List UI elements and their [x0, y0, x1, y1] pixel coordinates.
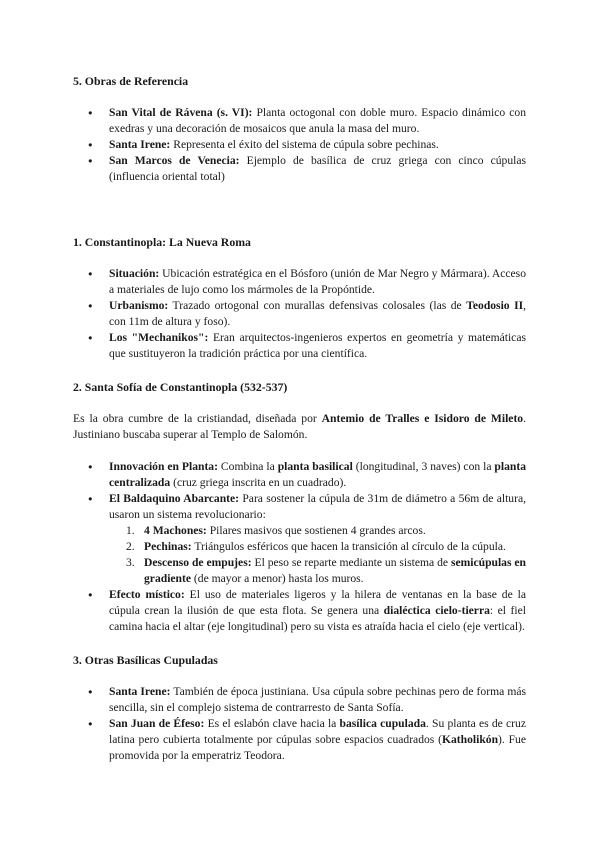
- item-text: (de mayor a menor) hasta los muros.: [191, 572, 364, 585]
- item-text: Representa el éxito del sistema de cúpula sobre pechinas.: [170, 138, 439, 151]
- item-number: 3.: [126, 556, 135, 569]
- item-text: (cruz griega inscrita en un cuadrado).: [170, 476, 347, 489]
- list-item: [73, 105, 526, 137]
- item-number: 1.: [126, 524, 135, 537]
- item-text: ). Fue promovida por la emperatriz Teodora.: [109, 733, 526, 762]
- item-term: San Juan de Éfeso:: [109, 717, 205, 730]
- item-bold: Katholikón: [441, 733, 499, 746]
- list-item: [73, 587, 526, 635]
- item-text: Combina la: [217, 460, 278, 473]
- item-text: Para sostener la cúpula de 31m de diámetro a 56m de altura, usaron un sistema revolucionario:: [109, 492, 527, 521]
- item-term: Santa Irene:: [109, 685, 171, 698]
- item-text: Triángulos esféricos que hacen la transición al círculo de la cúpula.: [191, 540, 506, 553]
- item-bold: Teodosio II: [466, 299, 524, 312]
- item-term: El Baldaquino Abarcante:: [109, 492, 240, 505]
- otras-basilicas-list: [73, 684, 526, 764]
- item-text: Ubicación estratégica en el Bósforo (unión de Mar Negro y Mármara). Acceso a materiales de lujo como los mármoles de la Propóntide.: [109, 267, 526, 296]
- intro-architects: Antemio de Tralles e Isidoro de Mileto: [321, 412, 524, 425]
- list-item: [73, 153, 526, 185]
- list-item: [73, 716, 526, 764]
- baldaquino-steps: [109, 523, 526, 587]
- item-term: Santa Irene:: [109, 138, 171, 151]
- list-item: [73, 684, 526, 716]
- item-bold: planta centralizada: [109, 460, 526, 489]
- item-number: 2.: [126, 540, 135, 553]
- item-text: El peso se reparte mediante un sistema de: [251, 556, 451, 569]
- obras-referencia-list: [73, 105, 526, 185]
- item-term: Urbanismo:: [109, 299, 169, 312]
- numbered-item: [109, 539, 526, 555]
- item-text: (longitudinal, 3 naves) con la: [352, 460, 495, 473]
- list-item: [73, 298, 526, 330]
- item-text: : el fiel camina hacia el altar (eje longitudinal) pero su vista es atraída hacia el cielo (eje vertical).: [109, 604, 526, 633]
- item-term: Efecto místico:: [109, 588, 185, 601]
- item-text: Trazado ortogonal con murallas defensivas colosales (las de: [168, 299, 467, 312]
- document-content: [73, 73, 526, 764]
- item-term: San Marcos de Venecia:: [109, 154, 240, 167]
- section-title-obras-referencia: 5. Obras de Referencia: [73, 74, 189, 88]
- item-text: Ejemplo de basílica de cruz griega con cinco cúpulas (influencia oriental total): [109, 154, 527, 183]
- item-term: Descenso de empujes:: [144, 556, 252, 569]
- numbered-item: [109, 555, 526, 587]
- section-title-constantinopla: 1. Constantinopla: La Nueva Roma: [73, 235, 251, 249]
- section-title-otras-basilicas: 3. Otras Basílicas Cupuladas: [73, 653, 218, 667]
- list-item: [73, 137, 526, 153]
- item-text: Eran arquitectos-ingenieros expertos en geometría y matemáticas que sustituyeron la tradición práctica por una científica.: [109, 331, 526, 360]
- item-term: Situación:: [109, 267, 160, 280]
- item-text: , con 11m de altura y foso).: [109, 299, 527, 328]
- santa-sofia-list: [73, 459, 526, 635]
- item-term: Los "Mechanikos":: [109, 331, 209, 344]
- item-text: Es el eslabón clave hacia la: [204, 717, 340, 730]
- item-text: Pilares masivos que sostienen 4 grandes arcos.: [206, 524, 426, 537]
- item-term: Innovación en Planta:: [109, 460, 218, 473]
- intro-text: Es la obra cumbre de la cristiandad, diseñada por: [73, 412, 322, 425]
- item-bold: basílica cupulada: [339, 717, 426, 730]
- list-item: [73, 330, 526, 362]
- list-item: [73, 266, 526, 298]
- item-text: También de época justiniana. Usa cúpula sobre pechinas pero de forma más sencilla, sin el complejo sistema de contrarresto de Santa Sofía.: [109, 685, 526, 714]
- item-text: Planta octogonal con doble muro. Espacio dinámico con exedras y una decoración de mosaicos que anula la masa del muro.: [109, 106, 526, 135]
- item-bold: semicúpulas en gradiente: [144, 556, 526, 585]
- list-item: [73, 491, 526, 587]
- santa-sofia-intro: [73, 411, 526, 443]
- item-term: Pechinas:: [144, 540, 192, 553]
- numbered-item: [109, 523, 526, 539]
- intro-text: . Justiniano buscaba superar al Templo de Salomón.: [73, 412, 527, 441]
- list-item: [73, 459, 526, 491]
- item-bold: planta basilical: [277, 460, 353, 473]
- section-title-santa-sofia: 2. Santa Sofía de Constantinopla (532-537): [73, 380, 288, 394]
- item-text: El uso de materiales ligeros y la hilera de ventanas en la base de la cúpula crean la ilusión de que esta flota. Se genera una: [109, 588, 526, 617]
- constantinopla-list: [73, 266, 526, 362]
- item-term: 4 Machones:: [144, 524, 207, 537]
- item-bold: dialéctica cielo-tierra: [383, 604, 490, 617]
- item-term: San Vital de Rávena (s. VI):: [109, 106, 253, 119]
- item-text: . Su planta es de cruz latina pero cubierta totalmente por cúpulas sobre espacios cuadrados (: [109, 717, 526, 746]
